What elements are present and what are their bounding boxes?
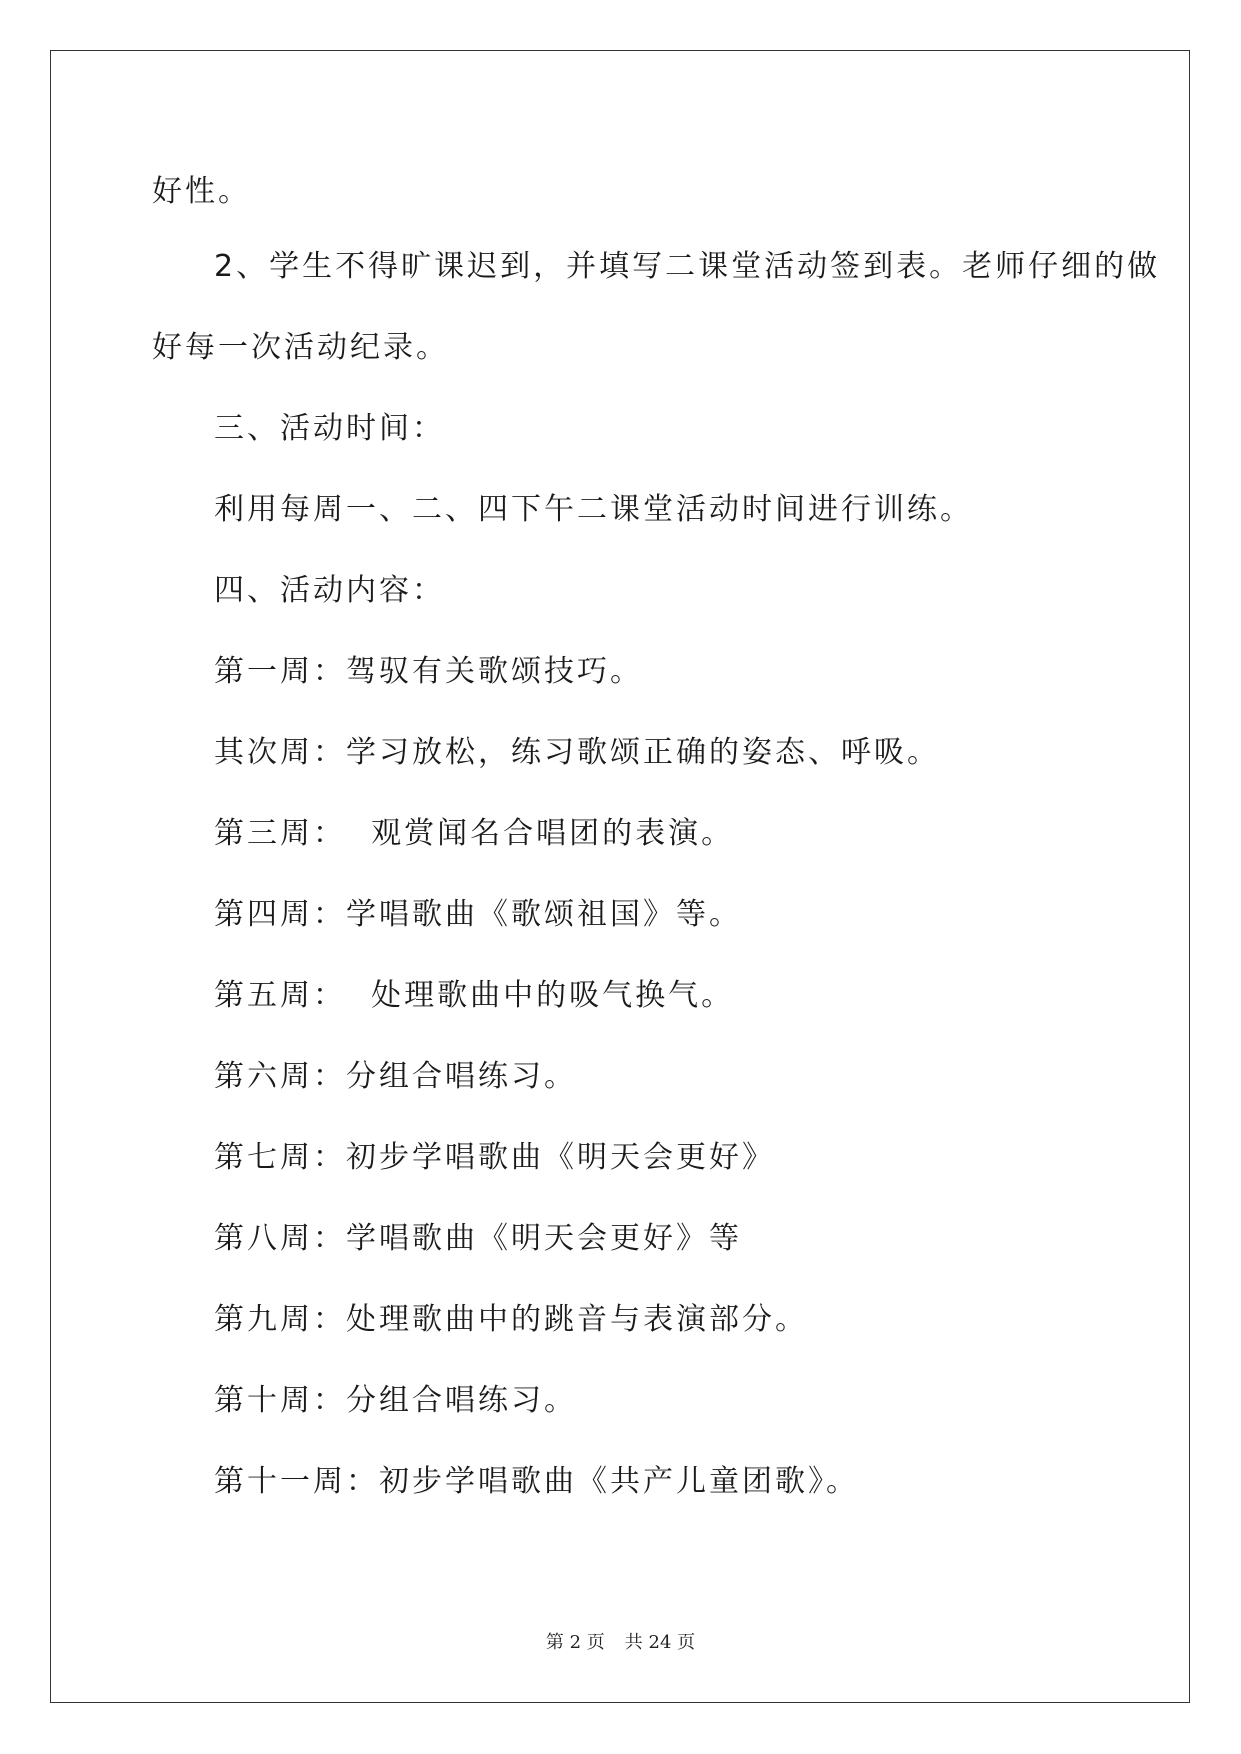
schedule-item: 第七周：初步学唱歌曲《明天会更好》 — [214, 1140, 775, 1175]
schedule-item: 其次周：学习放松，练习歌颂正确的姿态、呼吸。 — [214, 735, 940, 770]
paragraph-line: 好每一次活动纪录。 — [152, 330, 449, 365]
document-body — [152, 158, 1161, 1522]
schedule-item: 第十一周：初步学唱歌曲《共产儿童团歌》。 — [214, 1464, 859, 1499]
schedule-item: 第九周：处理歌曲中的跳音与表演部分。 — [214, 1302, 808, 1337]
schedule-item: 第五周： 处理歌曲中的吸气换气。 — [214, 978, 735, 1013]
schedule-item: 第十周：分组合唱练习。 — [214, 1383, 577, 1418]
page-number: 第 2 页 — [545, 1632, 605, 1653]
schedule-item: 第八周：学唱歌曲《明天会更好》等 — [214, 1221, 742, 1256]
schedule-item: 第三周： 观赏闻名合唱团的表演。 — [214, 816, 735, 851]
schedule-item: 第六周：分组合唱练习。 — [214, 1059, 577, 1094]
schedule-item: 第四周：学唱歌曲《歌颂祖国》等。 — [214, 897, 742, 932]
schedule-item: 第一周：驾驭有关歌颂技巧。 — [214, 654, 643, 689]
paragraph-line: 好性。 — [152, 174, 251, 209]
page-total: 共 24 页 — [624, 1632, 696, 1653]
section-heading: 四、活动内容： — [214, 573, 445, 608]
paragraph-line: 利用每周一、二、四下午二课堂活动时间进行训练。 — [214, 492, 973, 527]
section-heading: 三、活动时间： — [214, 411, 445, 446]
page-footer — [0, 1628, 1241, 1654]
paragraph-line: 2、学生不得旷课迟到，并填写二课堂活动签到表。老师仔细的做 — [214, 249, 1161, 284]
